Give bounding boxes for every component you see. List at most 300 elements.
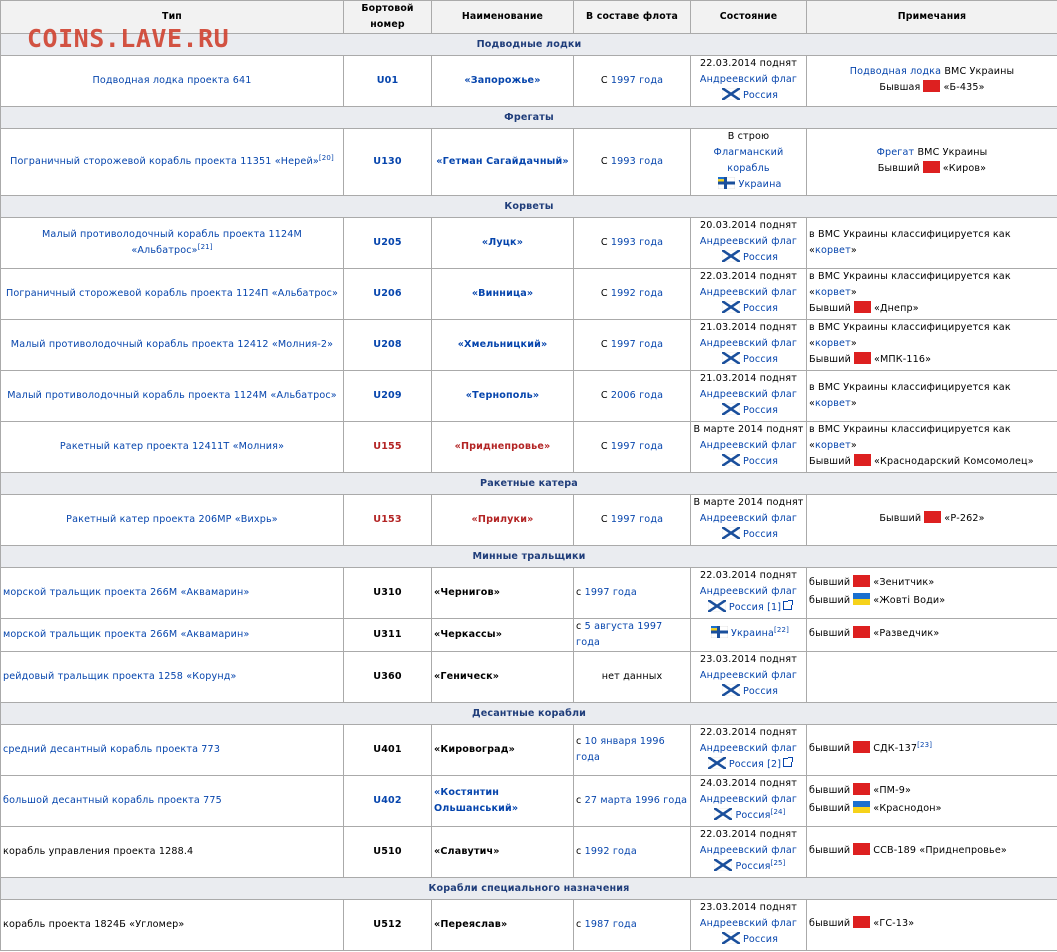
status-line	[693, 900, 804, 916]
link[interactable]: Андреевский флаг	[699, 287, 798, 298]
section-title: Корветы	[1, 196, 1057, 218]
text: С	[600, 441, 611, 452]
text: «ГС-13»	[873, 918, 915, 929]
cell-type	[1, 422, 344, 473]
cell-type	[1, 900, 344, 951]
cell-type	[1, 218, 344, 269]
cell-number[interactable]: U130	[344, 129, 432, 196]
section-row	[1, 107, 1057, 129]
text: 22.03.2014 поднят	[700, 727, 797, 738]
link[interactable]: Андреевский флаг	[699, 74, 798, 85]
text: с	[576, 919, 585, 930]
link[interactable]: 1993 года	[610, 237, 664, 248]
andreev-flag-icon	[722, 932, 740, 950]
cell-notes	[807, 568, 1057, 619]
link[interactable]: Малый противолодочный корабль проекта 12412 «Молния-2»	[10, 339, 334, 350]
text: «Днепр»	[873, 303, 919, 314]
text: 23.03.2014 поднят	[700, 654, 797, 665]
link[interactable]: Малый противолодочный корабль проекта 1124М «Альбатрос»	[7, 390, 337, 401]
link[interactable]: Россия [2]	[728, 759, 782, 770]
cell-number[interactable]: U402	[344, 776, 432, 827]
status-line	[693, 438, 804, 454]
cell-type	[1, 371, 344, 422]
link[interactable]: 1997 года	[610, 75, 664, 86]
text: нет данных	[601, 671, 663, 682]
ukraine-navy-flag-icon	[718, 177, 735, 195]
link[interactable]: Андреевский флаг	[699, 743, 798, 754]
status-line	[693, 843, 804, 859]
ussr-navy-flag-icon	[923, 80, 940, 98]
text: 22.03.2014 поднят	[700, 829, 797, 840]
col-header-number[interactable]: Бортовой номер	[344, 1, 432, 34]
cell-service	[574, 776, 691, 827]
status-line	[693, 234, 804, 250]
cell-notes	[807, 619, 1057, 652]
cell-type	[1, 827, 344, 878]
section-row	[1, 473, 1057, 495]
cell-name: «Переяслав»	[432, 900, 574, 951]
cell-notes	[807, 652, 1057, 703]
link[interactable]: Россия	[742, 456, 779, 467]
text: 22.03.2014 поднят	[700, 570, 797, 581]
text: »	[850, 440, 857, 451]
text: «ПМ-9»	[873, 785, 911, 796]
link[interactable]: Андреевский флаг	[699, 338, 798, 349]
cell-number[interactable]: U209	[344, 371, 432, 422]
link[interactable]: 2006 года	[610, 390, 664, 401]
status-line	[693, 177, 804, 195]
section-title: Корабли специального назначения	[1, 878, 1057, 900]
cell-type	[1, 269, 344, 320]
cell-number[interactable]: U01	[344, 56, 432, 107]
link[interactable]: средний десантный корабль проекта 773	[3, 744, 221, 755]
table-row	[1, 371, 1057, 422]
cell-notes	[807, 371, 1057, 422]
status-line	[693, 269, 804, 285]
andreev-flag-icon	[722, 250, 740, 268]
text: С	[600, 514, 611, 525]
ussr-navy-flag-icon	[853, 843, 870, 861]
link[interactable]: Андреевский флаг	[699, 513, 798, 524]
cell-name[interactable]: «Костянтин Ольшанський»	[432, 776, 574, 827]
table-row	[1, 218, 1057, 269]
reference-link[interactable]: [24]	[770, 807, 786, 816]
cell-name: «Геническ»	[432, 652, 574, 703]
text: в ВМС Украины классифицируется как «	[809, 229, 1011, 256]
link[interactable]: Россия	[742, 529, 779, 540]
col-header-service[interactable]: В составе флота	[574, 1, 691, 34]
status-line	[693, 250, 804, 268]
status-line	[693, 684, 804, 702]
cell-number[interactable]: U208	[344, 320, 432, 371]
text: Бывший	[879, 513, 922, 524]
note-line	[809, 626, 1055, 644]
table-row	[1, 422, 1057, 473]
cell-notes	[807, 725, 1057, 776]
link[interactable]: 5 августа 1997 года	[576, 621, 663, 648]
text: С	[600, 339, 611, 350]
link[interactable]: Андреевский флаг	[699, 845, 798, 856]
section-row	[1, 546, 1057, 568]
text: 20.03.2014 поднят	[700, 220, 797, 231]
link[interactable]: Россия	[742, 934, 779, 945]
link[interactable]: Россия	[742, 252, 779, 263]
cell-status	[691, 725, 807, 776]
cell-number[interactable]: U206	[344, 269, 432, 320]
cell-notes	[807, 129, 1057, 196]
text: Бывший	[877, 163, 920, 174]
reference-link[interactable]: [22]	[774, 625, 790, 634]
cell-status	[691, 900, 807, 951]
text: »	[850, 287, 857, 298]
cell-notes	[807, 776, 1057, 827]
table-row	[1, 900, 1057, 951]
reference-link[interactable]: [23]	[917, 740, 933, 749]
text: «Краснодон»	[873, 803, 942, 814]
cell-name[interactable]: «Гетман Сагайдачный»	[432, 129, 574, 196]
text: «Зенитчик»	[873, 577, 935, 588]
text: в ВМС Украины классифицируется как «	[809, 271, 1011, 298]
text: В марте 2014 поднят	[693, 497, 804, 508]
note-line	[809, 269, 1055, 301]
text: бывший	[809, 785, 851, 796]
section-row	[1, 878, 1057, 900]
note-line	[809, 422, 1055, 454]
cell-notes	[807, 900, 1057, 951]
andreev-flag-icon	[722, 88, 740, 106]
link[interactable]: Россия	[742, 354, 779, 365]
cell-name[interactable]: «Запорожье»	[432, 56, 574, 107]
link[interactable]: 1992 года	[610, 288, 664, 299]
external-link-icon[interactable]	[783, 601, 792, 610]
cell-notes	[807, 827, 1057, 878]
status-line	[693, 495, 804, 511]
link[interactable]: большой десантный корабль проекта 775	[3, 795, 222, 806]
status-line	[693, 932, 804, 950]
link[interactable]: Россия	[742, 90, 779, 101]
text: ССВ-189 «Приднепровье»	[873, 845, 1007, 856]
text: 24.03.2014 поднят	[700, 778, 797, 789]
cell-type	[1, 776, 344, 827]
status-line	[693, 88, 804, 106]
ussr-navy-flag-icon	[924, 511, 941, 529]
link[interactable]: Подводная лодка	[849, 66, 942, 77]
cell-notes	[807, 495, 1057, 546]
text: бывший	[809, 918, 851, 929]
text: ВМС Украины	[914, 147, 988, 158]
ukraine-flag-icon	[853, 593, 870, 611]
link[interactable]: Россия	[735, 810, 771, 821]
link[interactable]: Андреевский флаг	[699, 586, 798, 597]
table-row	[1, 320, 1057, 371]
cell-notes	[807, 218, 1057, 269]
text: с	[576, 795, 585, 806]
link[interactable]: 1997 года	[610, 514, 664, 525]
cell-status	[691, 652, 807, 703]
status-line	[693, 145, 804, 177]
cell-status	[691, 495, 807, 546]
status-line	[693, 725, 804, 741]
ussr-navy-flag-icon	[854, 454, 871, 472]
link[interactable]: Андреевский флаг	[699, 918, 798, 929]
cell-type	[1, 652, 344, 703]
cell-service	[574, 371, 691, 422]
cell-status	[691, 269, 807, 320]
text: В строю	[727, 131, 770, 142]
cell-status	[691, 129, 807, 196]
cell-number[interactable]: U205	[344, 218, 432, 269]
link[interactable]: Россия [1]	[728, 602, 782, 613]
reference-link[interactable]: [21]	[197, 242, 213, 251]
link[interactable]: Россия	[742, 303, 779, 314]
section-title: Десантные корабли	[1, 703, 1057, 725]
text: 22.03.2014 поднят	[700, 58, 797, 69]
status-line	[693, 626, 804, 644]
table-row	[1, 129, 1057, 196]
cell-number: U401	[344, 725, 432, 776]
status-line	[693, 568, 804, 584]
status-line	[693, 741, 804, 757]
status-line	[693, 320, 804, 336]
text: бывший	[809, 628, 851, 639]
cell-name[interactable]: «Приднепровье»	[432, 422, 574, 473]
text: «МПК-116»	[873, 354, 932, 365]
ussr-navy-flag-icon	[854, 301, 871, 319]
text: Бывший	[809, 303, 851, 314]
table-row	[1, 56, 1057, 107]
link[interactable]: 1997 года	[610, 441, 664, 452]
cell-service	[574, 56, 691, 107]
col-header-name[interactable]: Наименование	[432, 1, 574, 34]
andreev-flag-icon	[714, 859, 732, 877]
text: С	[600, 75, 611, 86]
cell-status	[691, 619, 807, 652]
note-line	[809, 145, 1055, 161]
cell-number: U310	[344, 568, 432, 619]
cell-type	[1, 495, 344, 546]
link[interactable]: Пограничный сторожевой корабль проекта 11351 «Нерей»	[10, 156, 319, 167]
status-line	[693, 336, 804, 352]
cell-number[interactable]: U155	[344, 422, 432, 473]
ukraine-flag-icon	[853, 801, 870, 819]
status-line	[693, 584, 804, 600]
cell-status	[691, 56, 807, 107]
link[interactable]: 27 марта 1996 года	[584, 795, 688, 806]
link[interactable]: 1993 года	[610, 156, 664, 167]
note-line	[809, 227, 1055, 259]
link[interactable]: 1997 года	[610, 339, 664, 350]
link[interactable]: Фрегат	[876, 147, 915, 158]
cell-service	[574, 218, 691, 269]
text: с	[576, 736, 585, 747]
status-line	[693, 129, 804, 145]
text: »	[850, 338, 857, 349]
text: СДК-137	[873, 743, 918, 754]
link[interactable]: 1987 года	[584, 919, 637, 930]
link[interactable]: Украина	[730, 628, 775, 639]
cell-name: «Черкассы»	[432, 619, 574, 652]
cell-service	[574, 725, 691, 776]
cell-name[interactable]: «Винница»	[432, 269, 574, 320]
ussr-navy-flag-icon	[854, 352, 871, 370]
status-line	[693, 454, 804, 472]
ussr-navy-flag-icon	[923, 161, 940, 179]
status-line	[693, 776, 804, 792]
note-line	[809, 301, 1055, 319]
cell-number[interactable]: U153	[344, 495, 432, 546]
cell-service	[574, 422, 691, 473]
link[interactable]: Андреевский флаг	[699, 389, 798, 400]
status-line	[693, 387, 804, 403]
ussr-navy-flag-icon	[853, 626, 870, 644]
text: Бывшая	[879, 82, 921, 93]
link[interactable]: Ракетный катер проекта 206МР «Вихрь»	[66, 514, 278, 525]
cell-name: «Кировоград»	[432, 725, 574, 776]
link[interactable]: Россия	[735, 861, 771, 872]
link[interactable]: рейдовый тральщик проекта 1258 «Корунд»	[3, 671, 237, 682]
table-body	[1, 34, 1057, 951]
text: с	[576, 846, 585, 857]
text: с	[576, 587, 585, 598]
cell-notes	[807, 422, 1057, 473]
text: бывший	[809, 845, 851, 856]
status-line	[693, 792, 804, 808]
cell-service	[574, 129, 691, 196]
text: с	[576, 621, 585, 632]
link[interactable]: Пограничный сторожевой корабль проекта 1124П «Альбатрос»	[5, 288, 339, 299]
cell-notes	[807, 56, 1057, 107]
cell-name[interactable]: «Прилуки»	[432, 495, 574, 546]
col-header-status[interactable]: Состояние	[691, 1, 807, 34]
table-row	[1, 652, 1057, 703]
status-line	[693, 808, 804, 826]
status-line	[693, 600, 804, 618]
text: «Киров»	[942, 163, 987, 174]
note-line	[809, 454, 1055, 472]
note-line	[809, 380, 1055, 412]
link[interactable]: корвет	[815, 440, 851, 451]
status-line	[693, 757, 804, 775]
cell-number: U311	[344, 619, 432, 652]
cell-type	[1, 568, 344, 619]
section-row	[1, 196, 1057, 218]
link[interactable]: корвет	[815, 338, 851, 349]
link[interactable]: морской тральщик проекта 266М «Аквамарин»	[3, 587, 250, 598]
cell-service	[574, 269, 691, 320]
cell-name[interactable]: «Луцк»	[432, 218, 574, 269]
reference-link[interactable]: [25]	[770, 858, 786, 867]
text: «Разведчик»	[873, 628, 940, 639]
cell-service	[574, 619, 691, 652]
text: «Б-435»	[943, 82, 985, 93]
link[interactable]: Андреевский флаг	[699, 670, 798, 681]
text: 22.03.2014 поднят	[700, 271, 797, 282]
external-link-icon[interactable]	[783, 758, 792, 767]
text: бывший	[809, 743, 851, 754]
note-line	[809, 352, 1055, 370]
table-row	[1, 725, 1057, 776]
text: 21.03.2014 поднят	[700, 373, 797, 384]
link[interactable]: 10 января 1996 года	[576, 736, 665, 763]
note-line	[809, 801, 1055, 819]
text: Бывший	[809, 456, 851, 467]
cell-type	[1, 619, 344, 652]
link[interactable]: корвет	[815, 245, 851, 256]
text: корабль проекта 1824Б «Угломер»	[3, 919, 185, 930]
andreev-flag-icon	[722, 352, 740, 370]
link[interactable]: 1992 года	[584, 846, 637, 857]
text: С	[600, 390, 611, 401]
text: «Р-262»	[944, 513, 985, 524]
status-line	[693, 56, 804, 72]
section-title: Подводные лодки	[1, 34, 1057, 56]
text: В марте 2014 поднят	[693, 424, 804, 435]
cell-name[interactable]: «Тернополь»	[432, 371, 574, 422]
text: в ВМС Украины классифицируется как «	[809, 382, 1011, 409]
andreev-flag-icon	[722, 403, 740, 421]
andreev-flag-icon	[722, 527, 740, 545]
cell-service	[574, 568, 691, 619]
col-header-type[interactable]: Тип	[1, 1, 344, 34]
cell-status	[691, 371, 807, 422]
note-line	[809, 80, 1055, 98]
cell-name[interactable]: «Хмельницкий»	[432, 320, 574, 371]
note-line	[809, 161, 1055, 179]
cell-notes	[807, 269, 1057, 320]
cell-type	[1, 725, 344, 776]
section-title: Ракетные катера	[1, 473, 1057, 495]
reference-link[interactable]: [20]	[318, 153, 334, 162]
link[interactable]: Малый противолодочный корабль проекта 1124М «Альбатрос»	[41, 229, 302, 256]
link[interactable]: Ракетный катер проекта 12411Т «Молния»	[59, 441, 285, 452]
link[interactable]: Андреевский флаг	[699, 440, 798, 451]
status-line	[693, 218, 804, 234]
link[interactable]: 1997 года	[584, 587, 637, 598]
status-line	[693, 422, 804, 438]
link[interactable]: корвет	[815, 398, 851, 409]
link[interactable]: Подводная лодка проекта 641	[92, 75, 252, 86]
link[interactable]: морской тральщик проекта 266М «Аквамарин»	[3, 629, 250, 640]
cell-name: «Славутич»	[432, 827, 574, 878]
link[interactable]: Украина	[738, 179, 782, 190]
link[interactable]: Россия	[742, 686, 779, 697]
status-line	[693, 301, 804, 319]
col-header-notes[interactable]: Примечания	[807, 1, 1057, 34]
link[interactable]: Флагманский корабль	[713, 147, 784, 174]
status-line	[693, 827, 804, 843]
cell-number: U510	[344, 827, 432, 878]
note-line	[809, 593, 1055, 611]
ussr-navy-flag-icon	[853, 575, 870, 593]
link[interactable]: Россия	[742, 405, 779, 416]
text: «Жовті Води»	[873, 595, 946, 606]
cell-number: U360	[344, 652, 432, 703]
link[interactable]: Андреевский флаг	[699, 794, 798, 805]
status-line	[693, 668, 804, 684]
status-line	[693, 859, 804, 877]
note-line	[809, 783, 1055, 801]
link[interactable]: корвет	[815, 287, 851, 298]
cell-type	[1, 320, 344, 371]
andreev-flag-icon	[708, 757, 726, 775]
link[interactable]: Андреевский флаг	[699, 236, 798, 247]
cell-number: U512	[344, 900, 432, 951]
note-line	[809, 843, 1055, 861]
text: бывший	[809, 577, 851, 588]
text: 23.03.2014 поднят	[700, 902, 797, 913]
andreev-flag-icon	[714, 808, 732, 826]
text: в ВМС Украины классифицируется как «	[809, 424, 1011, 451]
